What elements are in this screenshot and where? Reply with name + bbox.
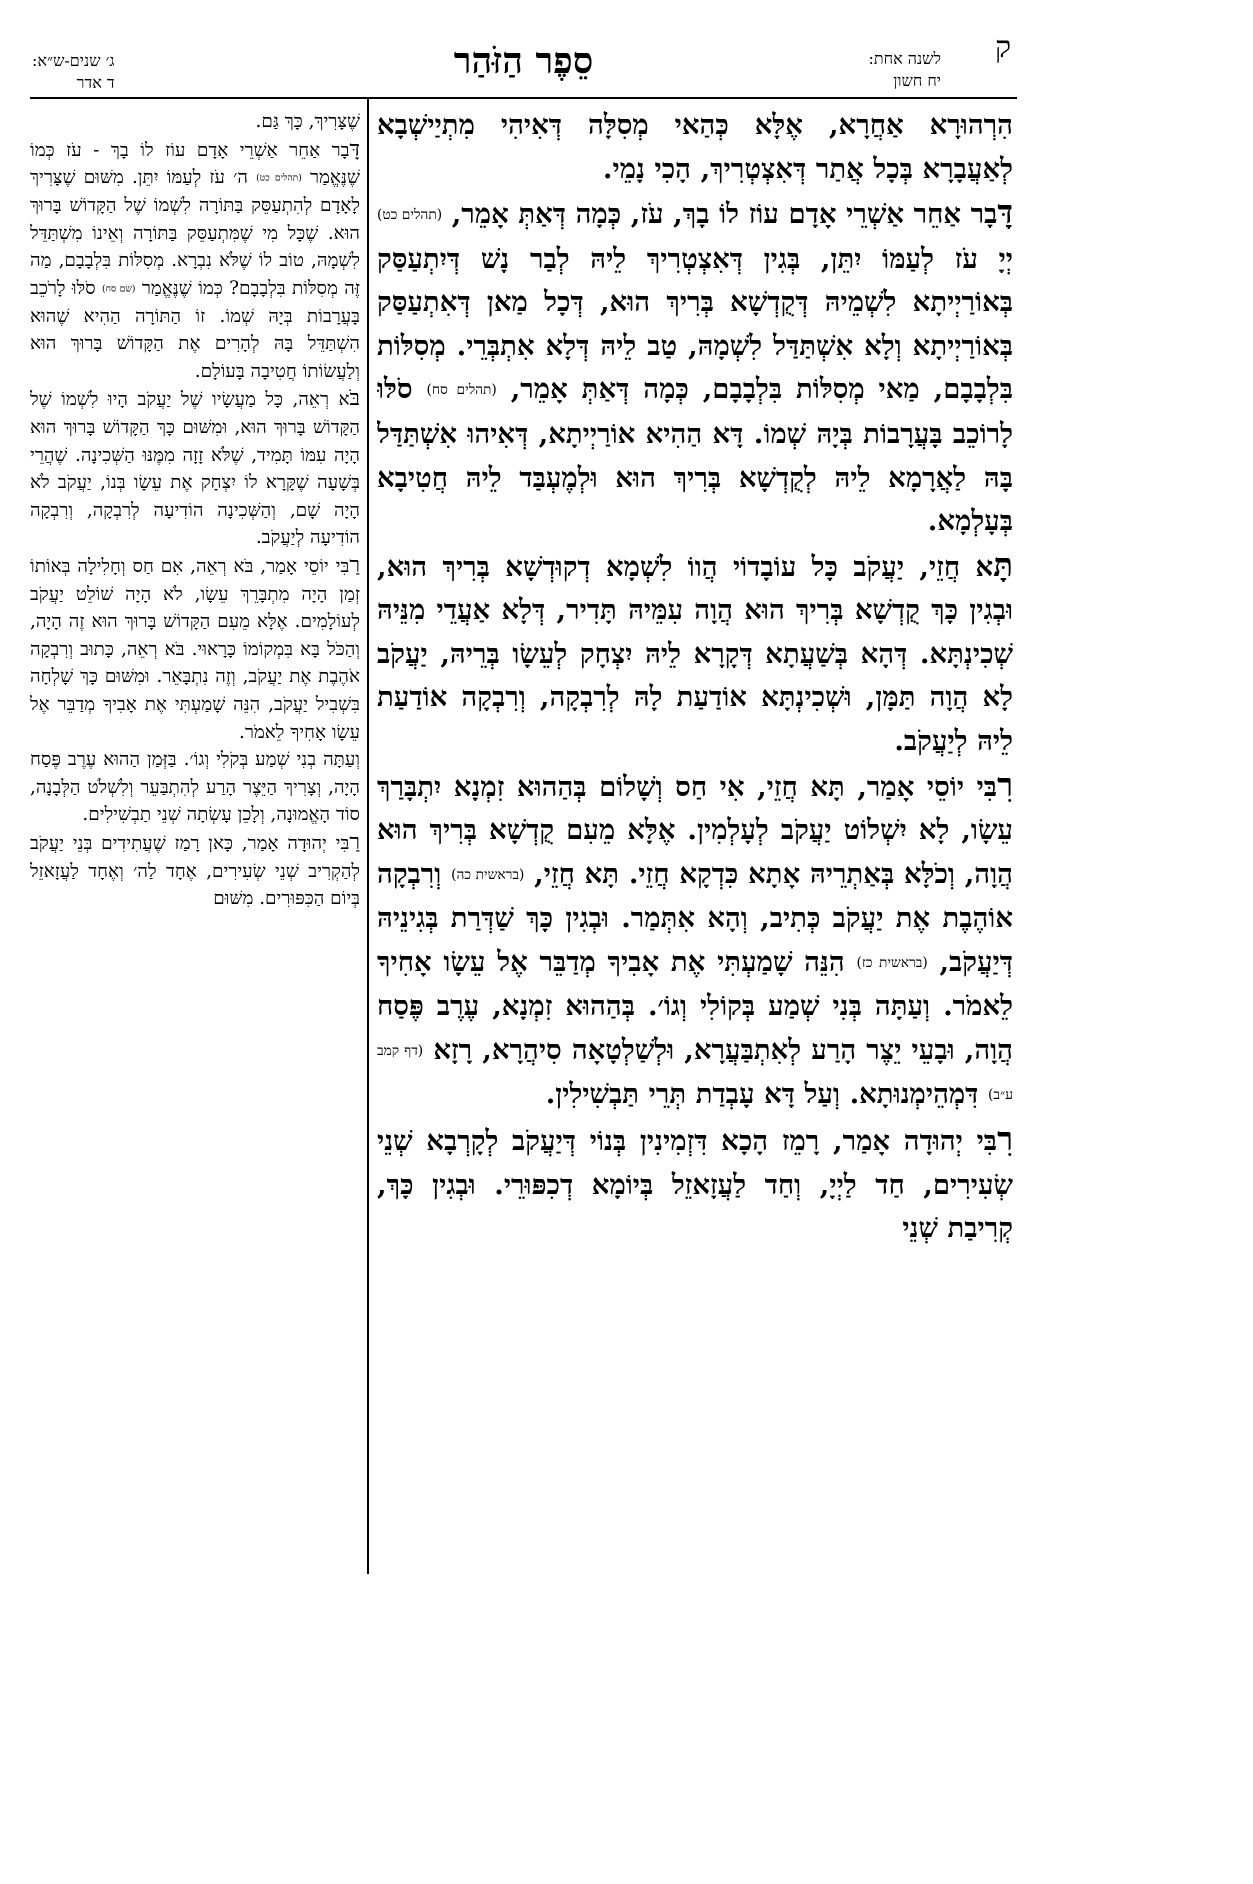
citation: (בראשית כז) <box>856 954 928 971</box>
drop-letter: רִ <box>997 765 1013 804</box>
side-paragraph: שֶׁצָּרִיךְ, כָּךְ גַּם. <box>255 111 360 132</box>
header-rule <box>30 97 1017 99</box>
side-paragraph: בֹּא רְאֵה, כָּל מַעֲשָׂיו שֶׁל יַעֲקֹב הָיוּ לִשְׁמוֹ שֶׁל הַקָּדוֹשׁ בָּרוּךְ הוּא, וּמִשּׁוּם כָּךְ הַקָּדוֹשׁ בָּרוּךְ הוּא הָיָה עִמּוֹ תָּמִיד, שֶׁלֹּא זָזָה מִמֶּנּוּ הַשְּׁכִינָה. שֶׁהֲרֵי בְּשָׁעָה שֶׁקָּרָא לוֹ יִצְחָק אֶת עֵשָׂו בְּנוֹ, יַעֲקֹב לֹא הָיָה שָׁם, וְהַשְּׁכִינָה הוֹדִיעָה לְרִבְקָה, וְרִבְקָה הוֹדִיעָה לְיַעֲקֹב. <box>30 386 360 549</box>
drop-letter: תָּ <box>993 545 1013 584</box>
schedule-three-years <box>32 50 115 94</box>
schedule-three-years-date: ד אדר <box>76 73 115 92</box>
main-paragraph: תָּא חֲזֵי, יַעֲקֹב כָּל עוֹבָדוֹי הֲווֹ לִשְׁמָא דְקוּדְשָׁא בְּרִיךְ הוּא, וּבְגִין כָּךְ קֻדְשָׁא בְּרִיךְ הוּא הֲוָה עִמֵּיהּ תָּדִיר, דְּלָא אַעֲדֵי מִנֵּיהּ שְׁכִינְתָּא. דְּהָא בְּשַׁעֲתָא דְּקָרָא לֵיהּ יִצְחָק לְעֵשָׂו בְּרֵיהּ, יַעֲקֹב לָא הֲוָה תַּמָּן, וּשְׁכִינְתָּא אוֹדַעַת לָהּ לְרִבְקָה, וְרִבְקָה אוֹדַעַת לֵיהּ לְיַעֲקֹב. <box>377 545 1013 758</box>
main-paragraph: הִרְהוּרָא אַחֲרָא, אֶלָּא כְּהַאי מְסִלָּה דְּאִיהִי מִתְיַישְׁבָא לְאַעֲבָרָא בְּכָל אֲתַר דְּאִצְטְרִיךְ, הָכִי נָמֵי. <box>377 109 1013 185</box>
drop-letter: דָּ <box>349 136 360 162</box>
drop-letter: רַ <box>349 829 360 855</box>
book-title: סֵפֶר הַזֹּהַר <box>453 40 594 82</box>
citation: (תהלים כט) <box>377 207 443 224</box>
schedule-three-years-label: ג׳ שנים-ש״א: <box>32 51 115 70</box>
column-divider <box>367 99 369 1574</box>
drop-letter: רִ <box>997 1119 1013 1158</box>
side-paragraph: רַבִּי יְהוּדָה אָמַר, כָּאן רָמַז שֶׁעֲתִידִים בְּנֵי יַעֲקֹב לְהַקְרִיב שְׁנֵי שְׂעִירִים, אֶחָד לַה׳ וְאֶחָד לַעֲזָאזֵל בְּיוֹם הַכִּפּוּרִים. מִשּׁוּם <box>30 829 360 910</box>
side-paragraph: וְעַתָּה בְנִי שְׁמַע בְּקֹלִי וְגוֹ׳. בַּזְּמַן הַהוּא עֶרֶב פֶּסַח הָיָה, וְצָרִיךְ הַיֵּצֶר הָרַע לְהִתְבַּעֵר וְלִשְׁלֹט הַלְּבָנָה, סוֹד הָאֱמוּנָה, וְלָכֵן עָשְׂתָה שְׁנֵי תַבְשִׁילִים. <box>30 749 360 826</box>
schedule-one-year-label: לשנה אחת: <box>868 49 941 68</box>
page-header <box>0 0 1047 100</box>
schedule-one-year-date: יח חשון <box>893 71 941 90</box>
main-paragraph: רִבִּי יוֹסֵי אָמַר, תָּא חֲזֵי, אִי חַס וְשָׁלוֹם בְּהַהוּא זִמְנָא יִתְבָּרַךְ עֵשָׂו, לָא יִשְׁלוֹט יַעֲקֹב לְעָלְמִין. אֶלָּא מֵעִם קֻדְשָׁא בְּרִיךְ הוּא הֲוָה, וְכֹלָּא בְּאַתְרֵיהּ אָתָא כִּדְקָא חֲזֵי. תָּא חֲזֵי, (בראשית כה) וְרִבְקָה אוֹהֶבֶת אֶת יַעֲקֹב כְּתִיב, וְהָא אִתְּמַר. וּבְגִין כָּךְ שַׁדְּרַת בְּגִינֵיהּ דְּיַעֲקֹב, (בראשית כז) הִנֵּה שָׁמַעְתִּי אֶת אָבִיךָ מְדַבֵּר אֶל עֵשָׂו אָחִיךָ לֵאמֹר. וְעַתָּה בְּנִי שְׁמַע בְּקוֹלִי וְגוֹ׳. בְּהַהוּא זִמְנָא, עֶרֶב פֶּסַח הֲוָה, וּבָעֵי יֵצֶר הָרַע לְאִתְבַּעֲרָא, וּלְשַׁלְטָאָה סִיהֲרָא, רָזָא (דף קמב ע״ב) דִּמְהֵימְנוּתָא. וְעַל דָּא עָבְדַת תְּרֵי תַּבְשִׁילִין. <box>377 765 1013 1111</box>
page-number: ק <box>994 30 1011 65</box>
drop-letter: בֹּ <box>349 386 360 412</box>
drop-letter: דָּ <box>997 193 1013 232</box>
citation: (תהלים סח) <box>426 382 497 399</box>
citation: (תהלים כט) <box>256 172 302 184</box>
citation: (דף קמב ע״ב) <box>377 1042 1013 1104</box>
hebrew-translation-column <box>30 108 360 1568</box>
side-paragraph: רַבִּי יוֹסֵי אָמַר, בֹּא רְאֵה, אִם חַס וְחָלִילָה בְּאוֹתוֹ זְמַן הָיָה מִתְבָּרֵךְ עֵשָׂו, לֹא הָיָה שׁוֹלֵט יַעֲקֹב לְעוֹלָמִים. אֶלָּא מֵעִם הַקָּדוֹשׁ בָּרוּךְ הוּא זֶה הָיָה, וְהַכֹּל בָּא בִּמְקוֹמוֹ כָּרָאוּי. בֹּא רְאֵה, כָּתוּב וְרִבְקָה אֹהֶבֶת אֶת יַעֲקֹב, וְזֶה נִתְבָּאֵר. וּמִשּׁוּם כָּךְ שָׁלְחָה בִּשְׁבִיל יַעֲקֹב, הִנֵּה שָׁמַעְתִּי אֶת אָבִיךָ מְדַבֵּר אֶל עֵשָׂו אָחִיךָ לֵאמֹר. <box>30 553 360 743</box>
citation: (בראשית כה) <box>451 866 525 883</box>
drop-letter: רַ <box>349 553 360 578</box>
citation: (שם סח) <box>101 283 136 295</box>
side-paragraph: דָּבָר אַחֵר אַשְׁרֵי אָדָם עוֹז לוֹ בָךְ - עֹז כְּמוֹ שֶׁנֶּאֱמַר (תהלים כט) ה׳ עֹז לְעַמּוֹ יִתֵּן. מִשּׁוּם שֶׁצָּרִיךְ לָאָדָם לְהִתְעַסֵּק בַּתּוֹרָה לִשְׁמוֹ שֶׁל הַקָּדוֹשׁ בָּרוּךְ הוּא. שֶׁכָּל מִי שֶׁמִּתְעַסֵּק בַּתּוֹרָה וְאֵינוֹ מִשְׁתַּדֵּל לִשְׁמָהּ, טוֹב לוֹ שֶׁלֹּא נִבְרָא. מְסִלּוֹת בִּלְבָבָם, מַה זֶּה מְסִלּוֹת בִּלְבָבָם? כְּמוֹ שֶׁנֶּאֱמַר (שם סח) סֹלּוּ לָרֹכֵב בָּעֲרָבוֹת בְּיָהּ שְׁמוֹ. זוֹ הַתּוֹרָה הַהִיא שֶׁהוּא הִשְׁתַּדֵּל בָּהּ לְהָרִים אֶת הַקָּדוֹשׁ בָּרוּךְ הוּא וְלַעֲשׂוֹתוֹ חֲטִיבָה בָּעוֹלָם. <box>30 136 360 382</box>
main-paragraph: רִבִּי יְהוּדָה אָמַר, רָמֵז הָכָא דִּזְמִינִין בְּנוֹי דְּיַעֲקֹב לְקָרְבָא שְׁנֵי שְׂעִירִים, חַד לַיְיָ, וְחַד לַעֲזָאזֵל בְּיוֹמָא דְכִפּוּרֵי. וּבְגִין כָּךְ, קְרִיבַת שְׁנֵי <box>377 1119 1013 1245</box>
aramaic-column <box>377 104 1013 1574</box>
main-paragraph: דָּבָר אַחֵר אַשְׁרֵי אָדָם עוֹז לוֹ בָךְ, עֹז, כְּמָה דְּאַתְּ אָמֵר, (תהלים כט) יְיָ עֹז לְעַמּוֹ יִתֵּן, בְּגִין דְּאִצְטְרִיךְ לֵיהּ לְבַר נָשׁ דְּיִתְעַסַּק בְּאוֹרַיְיתָא לִשְׁמֵיהּ דְּקֻדְשָׁא בְּרִיךְ הוּא, דְּכָל מַאן דְּאִתְעַסַּק בְּאוֹרַיְיתָא וְלָא אִשְׁתַּדַּל לִשְׁמָהּ, טַב לֵיהּ דְּלָא אִתְבְּרֵי. מְסִלּוֹת בִּלְבָבָם, מַאי מְסִלּוֹת בִּלְבָבָם, כְּמָה דְּאַתְּ אָמֵר, (תהלים סח) סֹלּוּ לָרוֹכֵב בָּעֲרָבוֹת בְּיָהּ שְׁמוֹ. דָּא הַהִיא אוֹרַיְיתָא, דְּאִיהוּ אִשְׁתַּדַּל בָּהּ לַאֲרָמָא לֵיהּ לְקֻדְשָׁא בְּרִיךְ הוּא וּלְמֶעְבַּד לֵיהּ חֲטִיבָא בְּעָלְמָא. <box>377 193 1013 538</box>
